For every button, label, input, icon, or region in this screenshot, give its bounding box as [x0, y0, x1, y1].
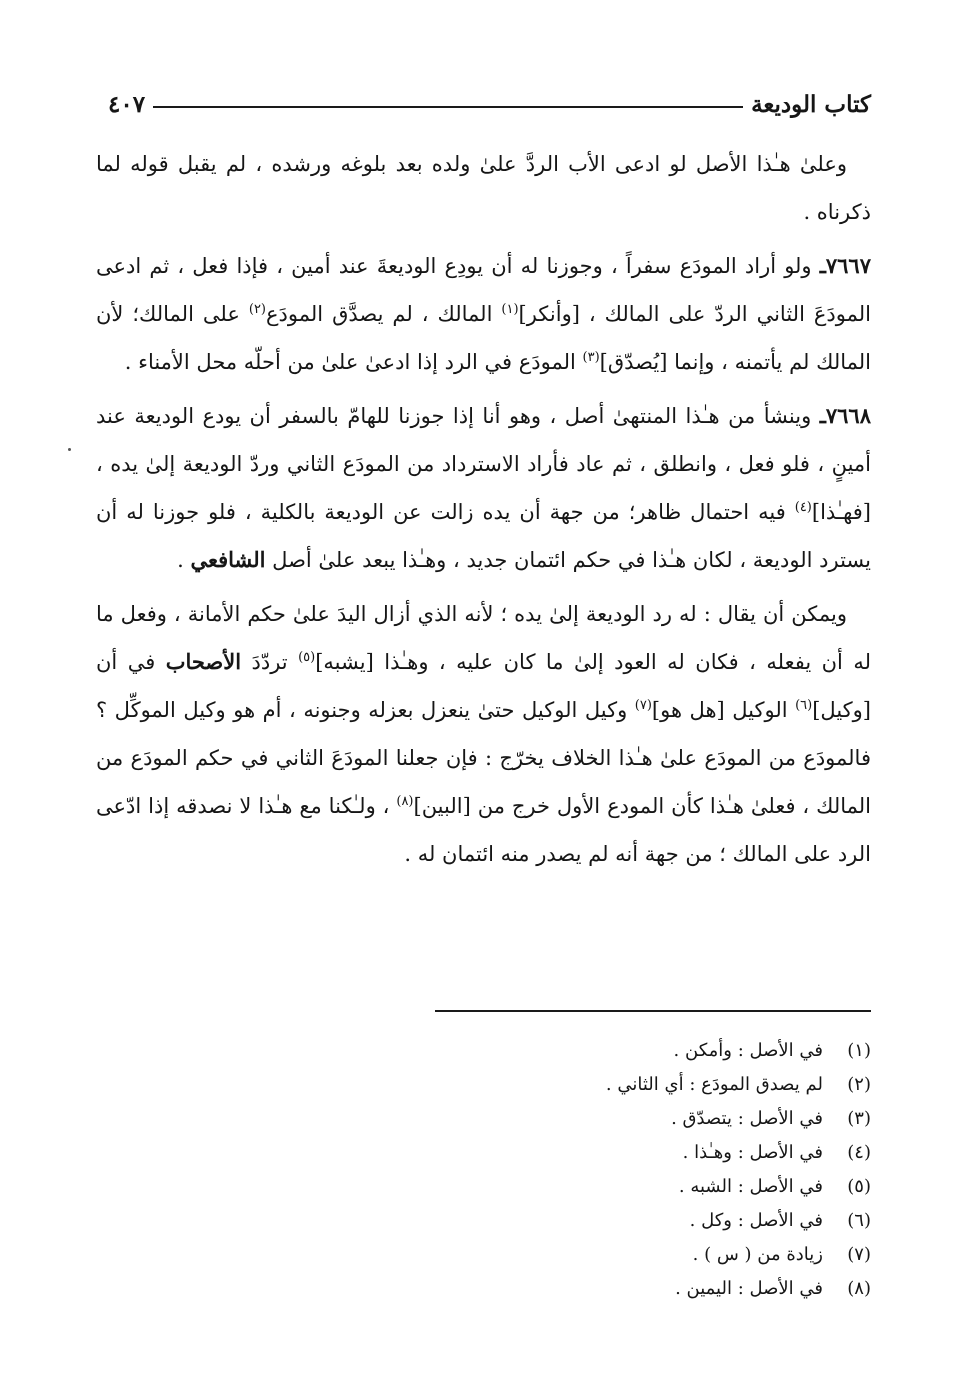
paragraph-text: المالك ، لم يصدَّق المودَع — [266, 302, 502, 326]
footnote-number: (٧) — [847, 1244, 871, 1265]
footnote-number: (٢) — [847, 1074, 871, 1095]
footnote-item — [300, 1170, 871, 1204]
footnote-separator — [435, 1010, 871, 1012]
footnote-number: (٦) — [847, 1210, 871, 1231]
paragraph-intro — [96, 140, 871, 236]
running-title: كتاب الوديعة — [751, 90, 871, 118]
footnote-marker-4[interactable]: (٤) — [794, 500, 812, 515]
paragraph-7668 — [96, 392, 871, 584]
margin-speck — [68, 448, 71, 451]
footnote-item — [300, 1238, 871, 1272]
footnotes — [300, 1034, 871, 1306]
footnote-number: (٤) — [847, 1142, 871, 1163]
footnote-text: في الأصل : وهـٰذا . — [682, 1142, 823, 1163]
bold-term: الأصحاب — [165, 649, 242, 674]
page-number: ٤٠٧ — [108, 90, 146, 118]
paragraph-text: المودَع في الرد إذا ادعىٰ علىٰ من أحلّه محل الأمناء . — [124, 350, 583, 374]
footnote-text: في الأصل : وأمكن . — [673, 1040, 823, 1061]
footnote-text: في الأصل : اليمين . — [675, 1278, 823, 1299]
footnote-item — [300, 1034, 871, 1068]
paragraph-7667 — [96, 242, 871, 386]
footnote-number: (١) — [847, 1040, 871, 1061]
paragraph-text: ولو أراد المودَع سفراً ، وجوزنا له أن يودِع الوديعةَ عند أمين ، فإذا فعل ، ثم ادعى المودَعَ الثاني الردّ على المالك ، [وأنكر] — [96, 254, 871, 326]
main-text — [96, 140, 871, 884]
footnote-item — [300, 1204, 871, 1238]
paragraph-text: . — [177, 548, 191, 572]
paragraph-text: وكيل الوكيل حتىٰ ينعزل بعزله وجنونه ، أم هو وكيل الموكِّل ؟ فالمودَع من المودَع علىٰ هـٰذا الخلاف يخرّج : فإن جعلنا المودَعَ الثاني في حكم المودَع من المالك ، فعلىٰ هـٰذا كأن المودع الأول خرج من [البين] — [96, 698, 872, 818]
footnote-marker-5[interactable]: (٥) — [298, 650, 316, 665]
paragraph-text: على المالك؛ لأن المالك لم يأتمنه ، وإنما [يُصدّق] — [96, 302, 871, 374]
footnote-marker-7[interactable]: (٧) — [634, 698, 652, 713]
footnote-marker-1[interactable]: (١) — [501, 302, 519, 317]
footnote-marker-2[interactable]: (٢) — [248, 302, 266, 317]
footnote-marker-8[interactable]: (٨) — [396, 794, 414, 809]
footnote-text: في الأصل : الشبه . — [678, 1176, 823, 1197]
footnote-number: (٣) — [847, 1108, 871, 1129]
paragraph-text: تردّدَ — [241, 650, 299, 674]
footnote-text: زيادة من ( س ) . — [692, 1244, 823, 1265]
footnote-marker-3[interactable]: (٣) — [582, 350, 600, 365]
footnote-number: (٨) — [847, 1278, 871, 1299]
footnote-text: في الأصل : وكل . — [689, 1210, 823, 1231]
footnote-item — [300, 1102, 871, 1136]
footnote-text: في الأصل : يتصدّق . — [671, 1108, 823, 1129]
paragraph-text: وينشأ من هـٰذا المنتهىٰ أصل ، وهو أنا إذا جوزنا للهامّ بالسفر أن يودع الوديعة عند أمينٍ ، فلو فعل ، وانطلق ، ثم عاد فأراد الاسترداد من المودَع الثاني وردّ الوديعة إلىٰ يده ، [فهـٰذا] — [96, 404, 871, 524]
footnote-number: (٥) — [847, 1176, 871, 1197]
paragraph-text: الوكيل [هل هو] — [651, 698, 796, 722]
footnote-item — [300, 1272, 871, 1306]
paragraph-number: ٧٦٦٨ـ — [819, 403, 871, 428]
paragraph-text: ، ولـٰكنا مع هـٰذا لا نصدقه إذا ادّعى الرد على المالك ؛ من جهة أنه لم يصدر منه ائتمان له . — [96, 794, 871, 866]
paragraph-text: في أن [وكيل] — [96, 650, 871, 722]
paragraph-text: فيه احتمال ظاهر؛ من جهة أن يده زالت عن الوديعة بالكلية ، فلو جوزنا له أن يسترد الوديعة ، لكان هـٰذا في حكم ائتمان جديد ، وهـٰذا يبعد علىٰ أصل — [96, 500, 871, 572]
paragraph-number: ٧٦٦٧ـ — [819, 253, 871, 278]
paragraph-text: وعلىٰ هـٰذا الأصل لو ادعى الأب الردَّ علىٰ ولده بعد بلوغه ورشده ، لم يقبل قوله لما ذكرناه . — [96, 152, 871, 224]
page-header — [108, 84, 871, 124]
bold-term: الشافعي — [190, 547, 266, 572]
paragraph-continuation — [96, 590, 871, 878]
footnote-item — [300, 1068, 871, 1102]
header-rule — [153, 106, 743, 108]
footnote-text: لم يصدق المودَع : أي الثاني . — [605, 1074, 823, 1095]
footnote-marker-6[interactable]: (٦) — [795, 698, 813, 713]
paragraph-text: ويمكن أن يقال : له رد الوديعة إلىٰ يده ؛ لأنه الذي أزال اليدَ علىٰ حكم الأمانة ، وفعل ما له أن يفعله ، فكان له العود إلىٰ ما كان عليه ، وهـٰذا [يشبه] — [96, 602, 871, 674]
footnote-item — [300, 1136, 871, 1170]
